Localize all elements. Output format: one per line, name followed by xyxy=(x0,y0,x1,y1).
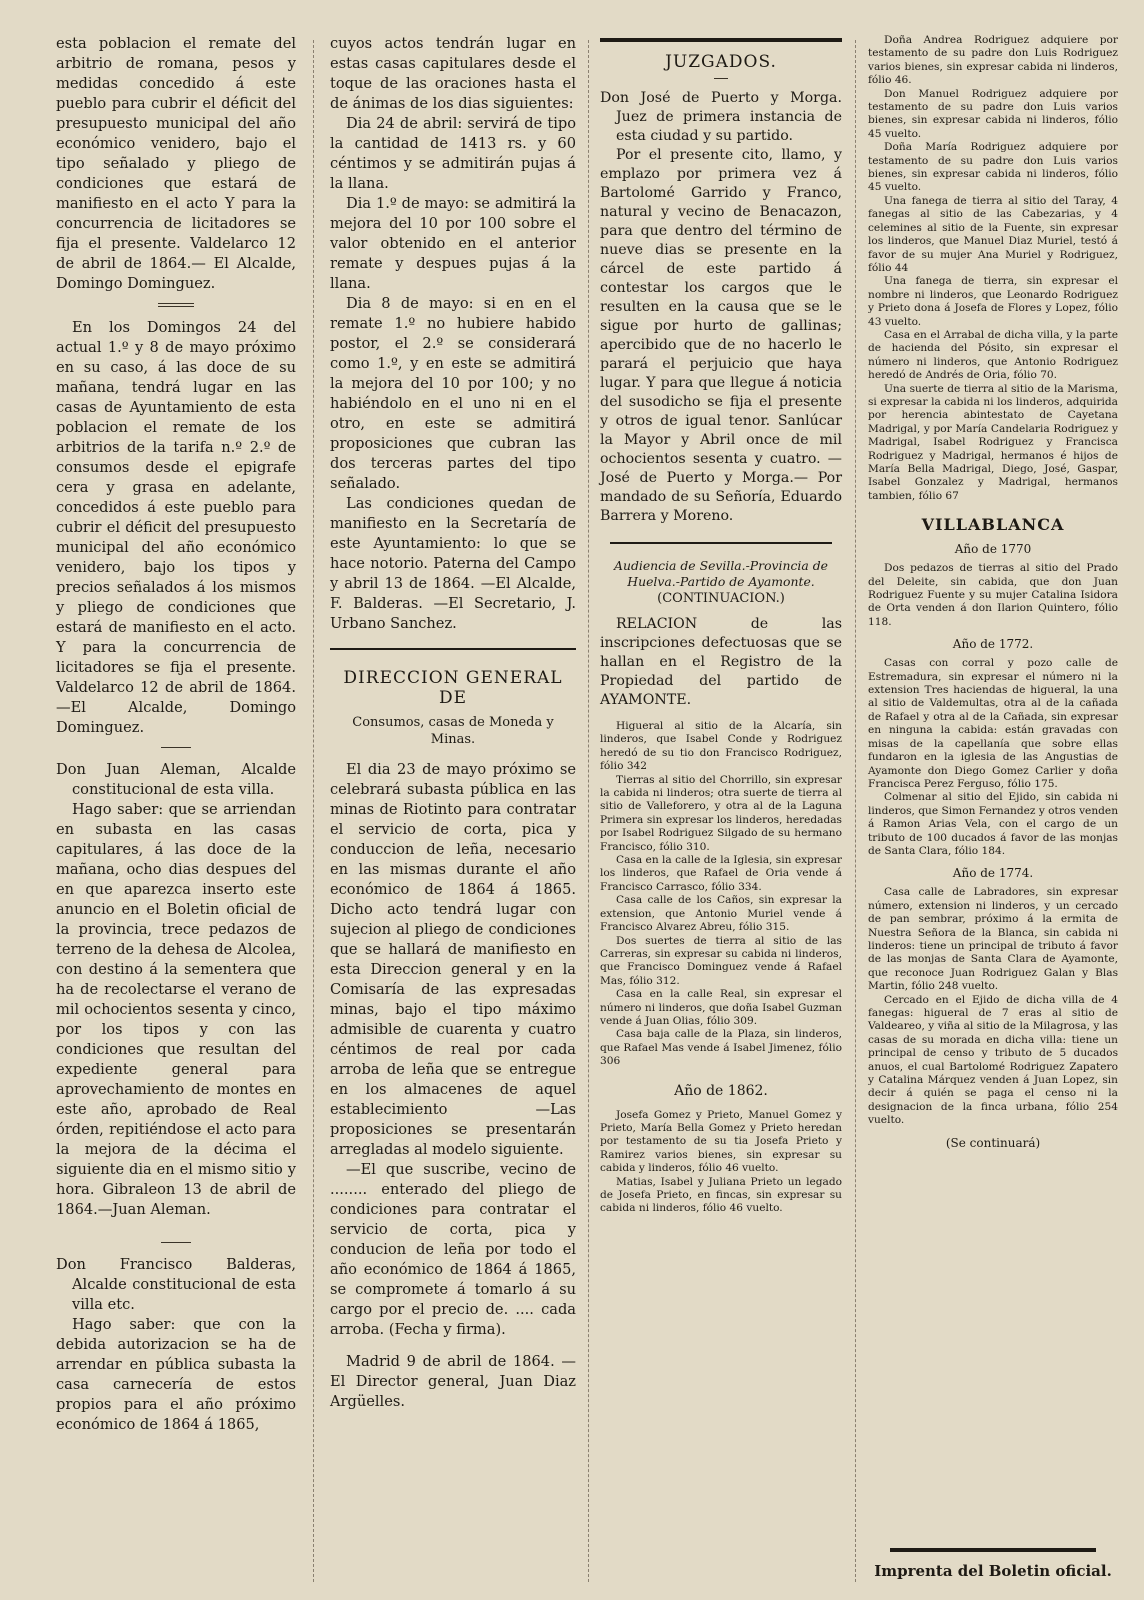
column-divider xyxy=(313,40,314,1582)
column-3 xyxy=(600,34,842,1216)
column-4 xyxy=(868,34,1118,1150)
registro-entry: Josefa Gomez y Prieto, Manuel Gomez y Prieto, María Bella Gomez y Prieto heredan por testamento de su tia Josefa Prieto y Ramirez varios bienes, sin expresar su cabida y linderos, fólio 46 vuelto. xyxy=(600,1108,842,1175)
registro-entry: Dos pedazos de tierras al sitio del Prado del Deleite, sin cabida, que don Juan Rodriguez Fuente y su mujer Catalina Isidora de Orta venden á don Ilarion Quintero, fólio 118. xyxy=(868,562,1118,628)
column-divider xyxy=(588,40,589,1582)
year-heading: Año de 1772. xyxy=(952,637,1034,652)
registro-entry: Tierras al sitio del Chorrillo, sin expresar la cabida ni linderos; otra suerte de tierra al sitio de Valleforero, y otra al de la Laguna Primera sin expresar los linderos, heredadas por Isabel Rodriguez Silgado de su hermano Francisco, fólio 310. xyxy=(600,773,842,853)
paterna-intro: cuyos actos tendrán lugar en estas casas capitulares desde el toque de las oraciones hasta el de ánimas de los dias siguientes: xyxy=(330,35,576,112)
registro-entry: Casa en la calle de la Iglesia, sin expresar los linderos, que Rafael de Oria vende á Francisco Carrasco, fólio 334. xyxy=(600,854,842,893)
registro-entry: Colmenar al sitio del Ejido, sin cabida ni linderos, que Simon Fernandez y otros venden á Ramon Arias Vela, con el cargo de un tributo de 100 ducados á favor de las monjas de Santa Clara, fólio 184. xyxy=(868,791,1119,857)
subasta-firma: Madrid 9 de abril de 1864. —El Director general, Juan Diaz Argüelles. xyxy=(330,1353,576,1410)
year-heading: Año de 1774. xyxy=(952,866,1034,881)
paterna-dia-24: Dia 24 de abril: servirá de tipo la cantidad de 1413 rs. y 60 céntimos y se admitirán pujas á la llana. xyxy=(330,115,576,192)
separator xyxy=(161,1242,191,1243)
relacion-heading: RELACION de las inscripciones defectuosas que se hallan en el Registro de la Propiedad del partido de AYAMONTE. xyxy=(600,616,842,708)
paterna-dia-1: Dia 1.º de mayo: se admitirá la mejora del 10 por 100 sobre el valor obtenido en el anterior remate y despues pujas á la llana. xyxy=(330,195,576,292)
villablanca-heading: VILLABLANCA xyxy=(921,515,1065,535)
section-rule xyxy=(890,1548,1096,1552)
notice-balderas-heading: Don Francisco Balderas, Alcalde constitucional de esta villa etc. xyxy=(56,1256,296,1313)
registro-entry: Casa calle de Labradores, sin expresar número, extension ni linderos, y un cercado de pan sembrar, próximo á la ermita de Nuestra Señora de la Blanca, sin cabida ni linderos: tiene un principal de tributo á favor de las monjas de Santa Clara de Ayamonte, que reconoce Juan Rodriguez Galan y Blas Martin, fólio 248 vuelto. xyxy=(868,886,1118,993)
registro-entry: Casa en el Arrabal de dicha villa, y la parte de hacienda del Pósito, sin expresar el número ni linderos, que Antonio Rodriguez heredó de Andrés de Oria, fólio 70. xyxy=(868,328,1118,382)
juez-heading: Don José de Puerto y Morga. Juez de primera instancia de esta ciudad y su partido. xyxy=(600,90,842,144)
year-heading: Año de 1862. xyxy=(674,1082,768,1099)
section-rule xyxy=(330,648,576,650)
column-1 xyxy=(56,34,296,1435)
section-rule xyxy=(610,542,832,544)
registro-entry: Casas con corral y pozo calle de Estremadura, sin expresar el número ni la extension Tres haciendas de higueral, la una al sitio de Valdemultas, otra al de la cañada de Rafael y otra al de la Cañada, sin expresar en ninguna la cabida: están gravadas con misas de la capellanía que sobre ellas fundaron en la iglesia de las Angustias de Ayamonte don Diego Gomez Carlier y doña Francisca Perez Ferguso, fólio 175. xyxy=(868,657,1118,790)
continuacion-label: (CONTINUACION.) xyxy=(657,591,785,606)
notice-consumos: En los Domingos 24 del actual 1.º y 8 de mayo próximo en su caso, á las doce de su mañana, tendrá lugar en las casas de Ayuntamiento de esta poblacion el remate de los arbitrios de la tarifa n.º 2.º de consumos desde el epigrafe cera y grasa en adelante, concedidos á este pueblo para cubrir el déficit del presupuesto municipal del año económico venidero, bajo los tipos y precios señalados á los mismos y pliego de condiciones que estará de manifiesto en el acto. Y para la concurrencia de licitadores se fija el presente. Valdelarco 12 de abril de 1864. —El Alcalde, Domingo Dominguez. xyxy=(56,319,296,736)
registro-entry: Dos suertes de tierra al sitio de las Carreras, sin expresar su cabida ni linderos, que Francisco Dominguez vende á Rafael Mas, fólio 312. xyxy=(600,934,842,987)
subasta-modelo: —El que suscribe, vecino de ........ enterado del pliego de condiciones para contratar el servicio de corta, pica y conducion de leña por todo el año económico de 1864 á 1865, se compromete á tomarlo á su cargo por el precio de. .... cada arroba. (Fecha y firma). xyxy=(330,1161,576,1338)
registro-entry: Cercado en el Ejido de dicha villa de 4 fanegas: higueral de 7 eras al sitio de Valdeareo, y viña al sitio de la Milagrosa, y las casas de su morada en dicha villa: tiene un principal de censo y tributo de 5 ducados anuos, el cual Bartolomé Rodriguez Zapatero y Catalina Márquez venden á Juan Lopez, sin decir á quién se paga el censo ni la designacion de la finca urbana, fólio 254 vuelto. xyxy=(868,993,1118,1127)
registro-entry: Matias, Isabel y Juliana Prieto un legado de Josefa Prieto, en fincas, sin expresar su cabida ni linderos, fólio 46 vuelto. xyxy=(600,1175,842,1215)
registro-entry: Casa baja calle de la Plaza, sin linderos, que Rafael Mas vende á Isabel Jimenez, fólio 306 xyxy=(600,1028,842,1068)
direccion-subheading: Consumos, casas de Moneda y Minas. xyxy=(352,715,554,747)
audiencia-heading: Audiencia de Sevilla.-Provincia de Huelva.-Partido de Ayamonte. xyxy=(614,558,828,589)
separator xyxy=(161,747,191,748)
registro-entry: Una suerte de tierra al sitio de la Marisma, si expresar la cabida ni los linderos, adquirida por herencia abintestato de Cayetana Madrigal, y por María Candelaria Rodriguez y Madrigal, Isabel Rodriguez y Francisca Rodriguez y Madrigal, hermanos é hijos de María Bella Madrigal, Diego, José, Gaspar, Isabel Gonzalez y Madrigal, hermanos tambien, fólio 67 xyxy=(868,382,1118,502)
paterna-condiciones: Las condiciones quedan de manifiesto en la Secretaría de este Ayuntamiento: lo que se hace notorio. Paterna del Campo y abril 13 de 1864. —El Alcalde, F. Balderas. —El Secretario, J. Urbano Sanchez. xyxy=(330,495,576,632)
separator xyxy=(158,303,194,307)
paterna-dia-8: Dia 8 de mayo: si en en el remate 1.º no hubiere habido postor, el 2.º se considerará como 1.º, y en este se admitirá la mejora del 10 por 100; y no habiéndolo en el uno ni en el otro, en este se admitirá proposiciones que cubran las dos terceras partes del tipo señalado. xyxy=(330,295,576,492)
continuara-label: (Se continuará) xyxy=(945,1135,1041,1150)
registro-entry: Una fanega de tierra al sitio del Taray, 4 fanegas al sitio de las Cabezarias, y 4 celemines al sitio de la Fuente, sin expresar los linderos, que Manuel Diaz Muriel, testó á favor de su mujer Ana Muriel y Rodriguez, fólio 44 xyxy=(868,194,1118,274)
registro-entry: Higueral al sitio de la Alcaría, sin linderos, que Isabel Conde y Rodriguez heredó de su tio don Francisco Rodriguez, fólio 342 xyxy=(600,720,842,773)
registro-entry: Doña María Rodriguez adquiere por testamento de su padre don Luis varios bienes, sin expresar cabida ni linderos, fólio 45 vuelto. xyxy=(868,141,1118,194)
notice-balderas-body: Hago saber: que con la debida autorizacion se ha de arrendar en pública subasta la casa carnecería de estos propios para el año próximo económico de 1864 á 1865, xyxy=(56,1316,296,1433)
notice-romana: esta poblacion el remate del arbitrio de romana, pesos y medidas concedido á este pueblo para cubrir el déficit del presupuesto municipal del año económico venidero, bajo el tipo señalado y pliego de condiciones que estará de manifiesto en el acto Y para la concurrencia de licitadores se fija el presente. Valdelarco 12 de abril de 1864.— El Alcalde, Domingo Dominguez. xyxy=(56,35,296,292)
imprenta-footer: Imprenta del Boletin oficial. xyxy=(874,1562,1112,1580)
registro-entry: Una fanega de tierra, sin expresar el nombre ni linderos, que Leonardo Rodriguez y Prieto dona á Josefa de Flores y Lopez, fólio 43 vuelto. xyxy=(868,275,1118,328)
juez-edicto: Por el presente cito, llamo, y emplazo por primera vez á Bartolomé Garrido y Franco, natural y vecino de Benacazon, para que dentro del término de nueve dias se presente en la cárcel de este partido á contestar los cargos que le resulten en la causa que se le sigue por hurto de gallinas; apercibido que de no hacerlo le parará el perjuicio que haya lugar. Y para que llegue á noticia del susodicho se fija el presente y otros de igual tenor. Sanlúcar la Mayor y Abril once de mil ochocientos sesenta y cuatro. —José de Puerto y Morga.— Por mandado de su Señoría, Eduardo Barrera y Moreno. xyxy=(600,147,842,524)
registro-entry: Casa calle de los Caños, sin expresar la extension, que Antonio Muriel vende á Francisco Alvarez Abreu, fólio 315. xyxy=(600,894,842,934)
column-divider xyxy=(855,40,856,1582)
juzgados-heading: JUZGADOS. xyxy=(665,52,777,72)
section-rule xyxy=(600,38,842,42)
registro-entry: Doña Andrea Rodriguez adquiere por testamento de su padre don Luis Rodriguez varios bienes, sin expresar cabida ni linderos, fólio 46. xyxy=(868,34,1118,87)
registro-entry: Don Manuel Rodriguez adquiere por testamento de su padre don Luis varios bienes, sin expresar cabida ni linderos, fólio 45 vuelto. xyxy=(868,87,1118,140)
notice-aleman-heading: Don Juan Aleman, Alcalde constitucional de esta villa. xyxy=(56,761,296,798)
column-2 xyxy=(330,34,576,1412)
direccion-heading: DIRECCION GENERAL DE xyxy=(343,668,563,708)
notice-aleman-body: Hago saber: que se arriendan en subasta en las casas capitulares, á las doce de la mañana, ocho dias despues del en que aparezca inserto este anuncio en el Boletin oficial de la provincia, trece pedazos de terreno de la dehesa de Alcolea, con destino á la sementera que ha de recolectarse el verano de mil ochocientos sesenta y cinco, por los tipos y con las condiciones que resultan del expediente general para aprovechamiento de montes en este año, aprobado de Real órden, repitiéndose el acto para la mejora de la décima el siguiente dia en el mismo sitio y hora. Gibraleon 13 de abril de 1864.—Juan Aleman. xyxy=(56,801,296,1218)
subasta-riotinto: El dia 23 de mayo próximo se celebrará subasta pública en las minas de Riotinto para contratar el servicio de corta, pica y conduccion de leña, necesario en las mismas durante el año económico de 1864 á 1865. Dicho acto tendrá lugar con sujecion al pliego de condiciones que se hallará de manifiesto en esta Direccion general y en la Comisaría de las expresadas minas, bajo el tipo máximo admisible de cuarenta y cuatro céntimos de real por cada arroba de leña que se entregue en los almacenes de aquel establecimiento —Las proposiciones se presentarán arregladas al modelo siguiente. xyxy=(330,761,576,1158)
year-heading: Año de 1770 xyxy=(954,542,1032,557)
registro-entry: Casa en la calle Real, sin expresar el número ni linderos, que doña Isabel Guzman vende á Juan Olias, fólio 309. xyxy=(600,988,842,1027)
separator xyxy=(714,78,728,79)
